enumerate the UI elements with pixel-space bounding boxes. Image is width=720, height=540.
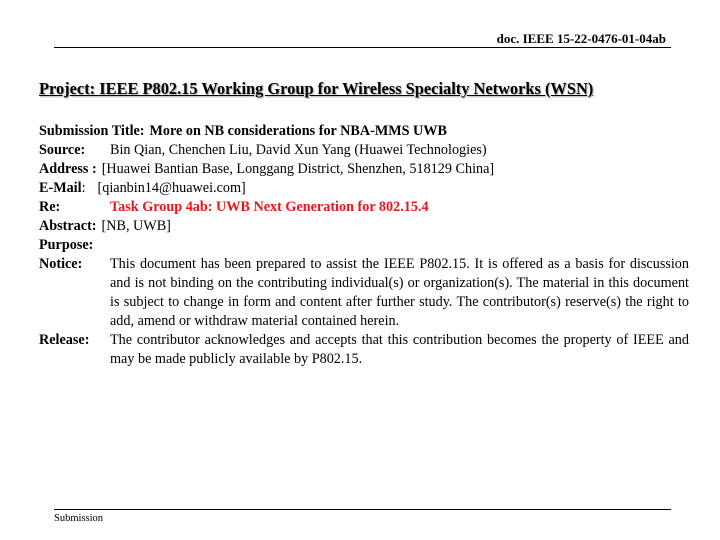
abstract-row bbox=[39, 217, 689, 236]
address-label: Address : bbox=[39, 161, 97, 177]
submission-title-label: Submission Title: bbox=[39, 123, 145, 139]
document-id: doc. IEEE 15-22-0476-01-04ab bbox=[496, 31, 666, 46]
purpose-row bbox=[39, 236, 689, 255]
address-row bbox=[39, 160, 689, 179]
notice-label: Notice: bbox=[39, 256, 83, 272]
submission-fields bbox=[39, 122, 689, 369]
re-value: Task Group 4ab: UWB Next Generation for 802.15.4 bbox=[110, 199, 429, 215]
header-divider bbox=[54, 47, 671, 48]
footer-divider bbox=[54, 509, 671, 510]
submission-title-row bbox=[39, 122, 689, 141]
re-label: Re: bbox=[39, 199, 61, 215]
email-value: [qianbin14@huawei.com] bbox=[97, 180, 246, 196]
abstract-label: Abstract: bbox=[39, 218, 97, 234]
source-value: Bin Qian, Chenchen Liu, David Xun Yang (Huawei Technologies) bbox=[110, 142, 487, 158]
abstract-value: [NB, UWB] bbox=[101, 218, 171, 234]
source-label: Source: bbox=[39, 142, 86, 158]
notice-value: This document has been prepared to assist the IEEE P802.15. It is offered as a basis for discussion and is not binding on the contributing individual(s) or organization(s). The material in this document is subject to change in form and content after further study. The contributor(s) reserve(s) the right to add, amend or withdraw material contained herein. bbox=[110, 256, 689, 329]
notice-row bbox=[39, 255, 689, 331]
source-row bbox=[39, 141, 689, 160]
email-colon: : bbox=[81, 180, 86, 196]
release-label: Release: bbox=[39, 332, 90, 348]
submission-title-value: More on NB considerations for NBA-MMS UWB bbox=[149, 123, 447, 139]
email-label: E-Mail bbox=[39, 180, 82, 196]
re-row bbox=[39, 198, 689, 217]
project-title: Project: IEEE P802.15 Working Group for Wireless Specialty Networks (WSN) bbox=[39, 79, 594, 98]
purpose-label: Purpose: bbox=[39, 237, 94, 253]
release-row bbox=[39, 331, 689, 369]
address-value: [Huawei Bantian Base, Longgang District, Shenzhen, 518129 China] bbox=[101, 161, 495, 177]
footer-label: Submission bbox=[54, 513, 104, 524]
email-row bbox=[39, 179, 689, 198]
release-value: The contributor acknowledges and accepts that this contribution becomes the property of IEEE and may be made publicly available by P802.15. bbox=[110, 332, 689, 367]
